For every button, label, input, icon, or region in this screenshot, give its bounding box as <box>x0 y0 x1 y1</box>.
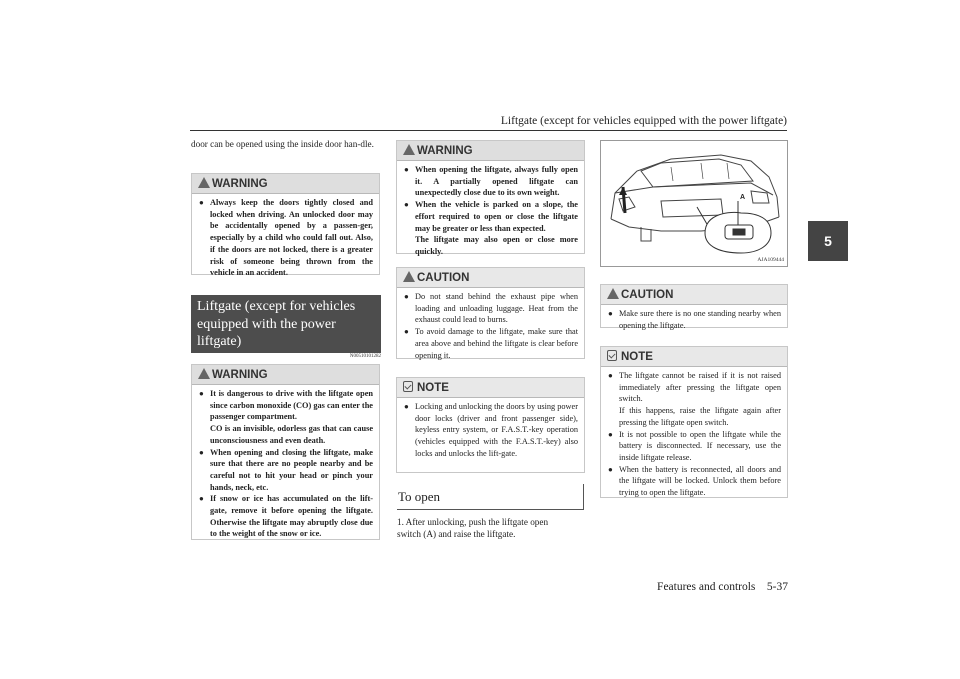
warning-item: ● When the vehicle is parked on a slope, the effort required to open or close the liftgate may be greater or less than expected. The liftgate may also open or close more quickly. <box>404 200 578 256</box>
caution-box-exhaust <box>396 267 585 359</box>
note-box-battery <box>600 346 788 498</box>
warning-header <box>192 365 379 385</box>
warning-item: ● If snow or ice has accumulated on the lift-gate, remove it before opening the liftgate. Otherwise the liftgate may abruptly close due to the weight of the snow or ice. <box>199 494 373 539</box>
header-divider <box>190 130 787 131</box>
caution-triangle-icon <box>607 288 619 299</box>
note-box-locking <box>396 377 585 473</box>
intro-text: door can be opened using the inside door han-dle. <box>191 139 374 149</box>
note-item: ● It is not possible to open the liftgate while the battery is disconnected. If necessary, use the inside liftgate release. <box>608 429 781 462</box>
caution-triangle-icon <box>403 271 415 282</box>
note-item: ● When the battery is reconnected, all doors and the liftgate will be locked. Unlock them before trying to open the liftgate. <box>608 464 781 498</box>
callout-a-label: A <box>740 194 746 201</box>
warning-label: WARNING <box>212 178 268 190</box>
caution-header <box>601 285 787 305</box>
illustration-code: AJA109444 <box>757 257 784 263</box>
warning-triangle-icon <box>403 144 415 155</box>
warning-header <box>397 141 584 161</box>
warning-box-door <box>191 173 380 278</box>
warning-item: ● When opening and closing the liftgate, make sure that there are no people nearby and be careful not to hit your head or pinch your hands, neck, etc. <box>199 447 373 492</box>
warning-item: ● It is dangerous to drive with the liftgate open since carbon monoxide (CO) gas can enter the passenger compartment. CO is an invisible, odorless gas that can cause unconsciousness and even death. <box>199 389 373 445</box>
warning-item: ● When opening the liftgate, always fully open it. A partially opened liftgate can unexpectedly close due to its own weight. <box>404 165 578 198</box>
step-1-text: 1. After unlocking, push the liftgate open switch (A) and raise the liftgate. <box>397 517 549 540</box>
note-header <box>601 347 787 367</box>
note-header <box>397 378 584 398</box>
warning-label: WARNING <box>212 369 268 381</box>
warning-label: WARNING <box>417 145 473 157</box>
caution-header <box>397 268 584 288</box>
note-icon <box>607 350 617 361</box>
warning-box-opening <box>396 140 585 254</box>
caution-item: ● To avoid damage to the liftgate, make sure that area above and behind the liftgate is clear before opening it. <box>404 327 578 360</box>
vehicle-rear-drawing <box>601 141 788 267</box>
warning-header <box>192 174 379 194</box>
caution-box-nearby <box>600 284 788 328</box>
caution-item: ● Make sure there is no one standing nearby when opening the liftgate. <box>608 309 781 330</box>
warning-item: ● Always keep the doors tightly closed and locked when driving. An unlocked door may be accidentally opened by a passen-ger, especially by a child who could fall out. Also, if the doors are not locked, there is a greater risk of someone being thrown from the vehicle in an accident. <box>199 198 373 278</box>
warning-box-liftgate <box>191 364 380 540</box>
note-label: NOTE <box>417 382 449 394</box>
chapter-tab[interactable]: 5 <box>808 221 848 261</box>
note-label: NOTE <box>621 351 653 363</box>
section-heading: Liftgate (except for vehicles equipped with the power liftgate) <box>191 295 381 353</box>
section-code: N00510101282 <box>349 354 381 359</box>
caution-label: CAUTION <box>621 289 674 301</box>
page-footer: Features and controls 5-37 <box>657 581 788 593</box>
liftgate-illustration <box>600 140 788 267</box>
warning-triangle-icon <box>198 368 210 379</box>
note-item: ● Locking and unlocking the doors by using power door locks (driver and front passenger side), keyless entry system, or F.A.S.T.-key operation (vehicles equipped with the F.A.S.T.-key) also locks and unlocks the lift-gate. <box>404 402 578 458</box>
caution-label: CAUTION <box>417 272 470 284</box>
subsection-heading-to-open: To open <box>397 484 584 510</box>
note-icon <box>403 381 413 392</box>
caution-item: ● Do not stand behind the exhaust pipe when loading and unloading luggage. Heat from the exhaust could lead to burns. <box>404 292 578 325</box>
page-header-title: Liftgate (except for vehicles equipped with the power liftgate) <box>500 115 787 127</box>
note-item: ● The liftgate cannot be raised if it is not raised immediately after pressing the liftgate open switch. If this happens, raise the liftgate again after pressing the liftgate open switch. <box>608 371 781 427</box>
warning-triangle-icon <box>198 177 210 188</box>
